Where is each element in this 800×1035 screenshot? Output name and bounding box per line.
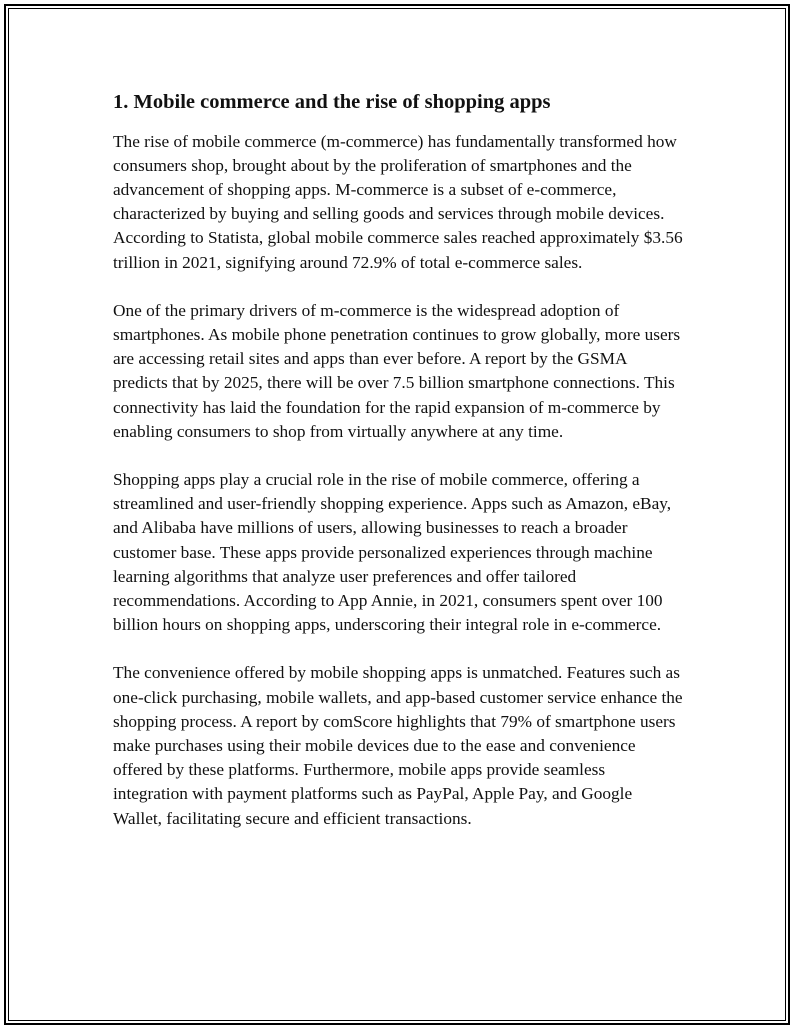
- section-title: 1. Mobile commerce and the rise of shopping apps: [113, 91, 551, 113]
- paragraph-2: One of the primary drivers of m-commerce is the widespread adoption of smartphones. As mobile phone penetration continues to grow globally, more users are accessing retail sites and apps than ever before. A report by the GSMA predicts that by 2025, there will be over 7.5 billion smartphone connections. This connectivity has laid the foundation for the rapid expansion of m-commerce by enabling consumers to shop from virtually anywhere at any time.: [113, 300, 681, 441]
- document-body: [113, 90, 683, 855]
- paragraph-3: Shopping apps play a crucial role in the rise of mobile commerce, offering a streamlined and user-friendly shopping experience. Apps such as Amazon, eBay, and Alibaba have millions of users, allowing businesses to reach a broader customer base. These apps provide personalized experiences through machine learning algorithms that analyze user preferences and offer tailored recommendations. According to App Annie, in 2021, consumers spent over 100 billion hours on shopping apps, underscoring their integral role in e-commerce.: [113, 470, 672, 635]
- paragraph-4: The convenience offered by mobile shopping apps is unmatched. Features such as one-click purchasing, mobile wallets, and app-based customer service enhance the shopping process. A report by comScore highlights that 79% of smartphone users make purchases using their mobile devices due to the ease and convenience offered by these platforms. Furthermore, mobile apps provide seamless integration with payment platforms such as PayPal, Apple Pay, and Google Wallet, facilitating secure and efficient transactions.: [113, 663, 683, 828]
- paragraph-1: The rise of mobile commerce (m-commerce) has fundamentally transformed how consumers shop, brought about by the proliferation of smartphones and the advancement of shopping apps. M-commerce is a subset of e-commerce, characterized by buying and selling goods and services through mobile devices. According to Statista, global mobile commerce sales reached approximately $3.56 trillion in 2021, signifying around 72.9% of total e-commerce sales.: [113, 131, 683, 272]
